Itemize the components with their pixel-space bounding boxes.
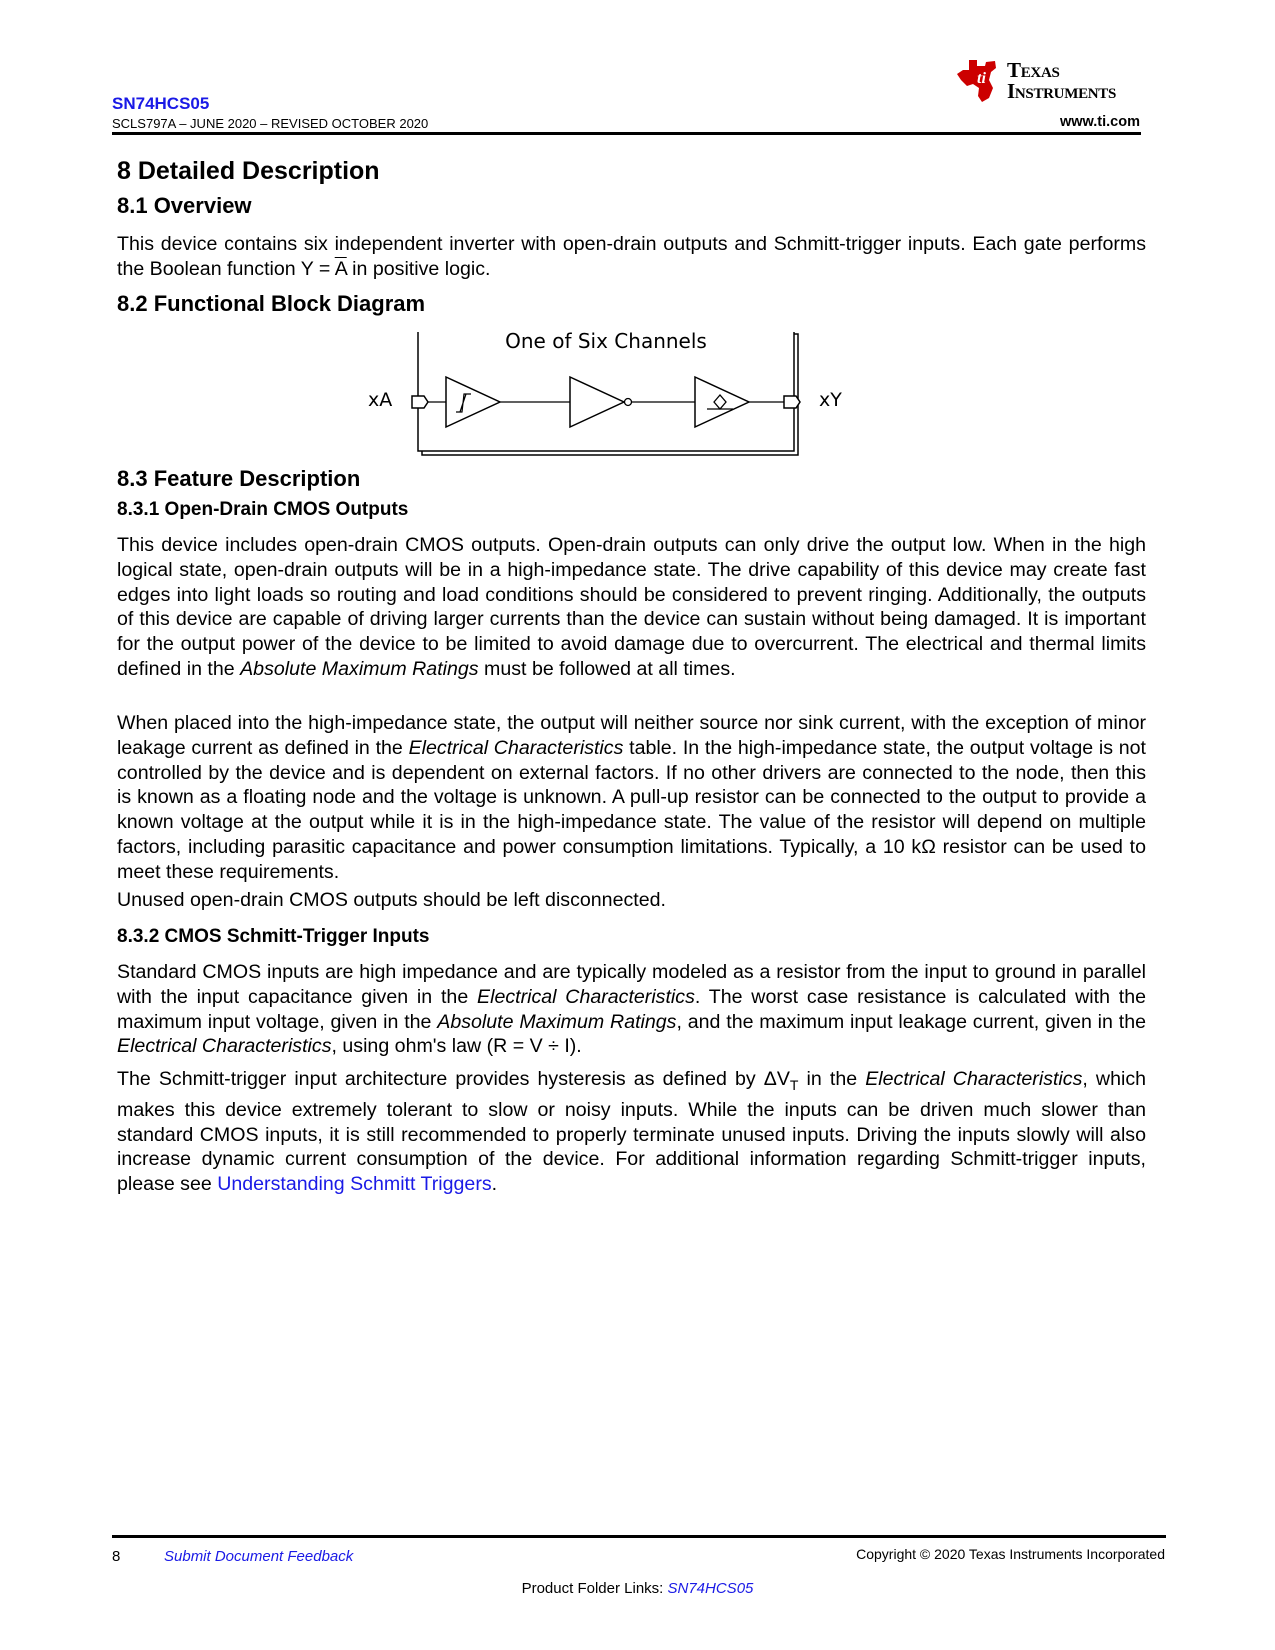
logo-line-2: Instruments	[1007, 79, 1117, 103]
open-drain-paragraph-3: Unused open-drain CMOS outputs should be left disconnected.	[117, 889, 666, 911]
open-drain-paragraph-2: When placed into the high-impedance state, the output will neither source nor sink current, with the exception of minor leakage current as defined in the Electrical Characteristics table. In the high-impedance state, the output voltage is not controlled by the device and is dependent on external factors. If no other drivers are connected to the node, then this is known as a floating node and the voltage is unknown. A pull-up resistor can be connected to the output to provide a known voltage at the output while it is in the high-impedance state. The value of the resistor will depend on multiple factors, including parasitic capacitance and power consumption limitations. Typically, a 10 kΩ resistor can be used to meet these requirements.	[117, 712, 1147, 883]
section-title: 8 Detailed Description	[117, 157, 380, 185]
ref-absolute-maximum-ratings: Absolute Maximum Ratings	[240, 657, 479, 680]
block-diagram-heading: 8.2 Functional Block Diagram	[117, 291, 426, 316]
product-folder-link[interactable]: SN74HCS05	[667, 1580, 754, 1597]
inverter-bubble-icon	[625, 399, 632, 406]
schmitt-paragraph-1: Standard CMOS inputs are high impedance and are typically modeled as a resistor from the input to ground in parallel with the input capacitance given in the Electrical Characteristics. The worst case resistance is calculated with the maximum input voltage, given in the Absolute Maximum Ratings, and the maximum input leakage current, given in the Electrical Characteristics, using ohm's law (R = V ÷ I).	[117, 961, 1147, 1058]
output-pin-icon	[784, 396, 800, 408]
a-overline: $\overline{A}$	[334, 257, 347, 280]
logo-line-1: Texas	[1007, 58, 1060, 82]
open-drain-paragraph-1: This device includes open-drain CMOS outputs. Open-drain outputs can only drive the output low. When in the high logical state, open-drain outputs will be in a high-impedance state. The drive capability of this device may create fast edges into light loads so routing and load conditions should be considered to prevent ringing. Additionally, the outputs of this device are capable of driving larger currents than the device can sustain without being damaged. It is important for the output power of the device to be limited to avoid damage due to overcurrent. The electrical and thermal limits defined in the Absolute Maximum Ratings must be followed at all times.	[117, 534, 1146, 680]
schmitt-trigger-heading: 8.3.2 CMOS Schmitt-Trigger Inputs	[117, 926, 430, 947]
page-number: 8	[112, 1548, 121, 1565]
copyright: Copyright © 2020 Texas Instruments Incorporated	[856, 1546, 1165, 1562]
overview-paragraph: This device contains six independent inverter with open-drain outputs and Schmitt-trigger inputs. Each gate performs the Boolean function $Y = \overline{A}$ in positive logic.	[117, 233, 1146, 280]
input-label: xA	[368, 389, 393, 411]
part-number: SN74HCS05	[112, 94, 210, 113]
input-pin-icon	[412, 396, 428, 408]
schmitt-paragraph-2: The Schmitt-trigger input architecture provides hysteresis as defined by $\Delta V_T$ in the Electrical Characteristics, which makes this device extremely tolerant to slow or noisy inputs. While the inputs can be driven much slower than standard CMOS inputs, it is still recommended to properly terminate unused inputs. Driving the inputs slowly will also increase dynamic current consumption of the device. For additional information regarding Schmitt-trigger inputs, please see Understanding Schmitt Triggers.	[117, 1068, 1147, 1196]
svg-text:ti: ti	[977, 70, 986, 87]
understanding-schmitt-triggers-link[interactable]: Understanding Schmitt Triggers	[217, 1173, 492, 1196]
product-folder-links: Product Folder Links: SN74HCS05	[521, 1580, 754, 1597]
website-link[interactable]: www.ti.com	[1059, 114, 1140, 130]
overview-heading: 8.1 Overview	[117, 193, 252, 218]
functional-block-diagram	[368, 329, 890, 467]
document-number: SCLS797A – JUNE 2020 – REVISED OCTOBER 2020	[112, 116, 429, 131]
ti-wordmark	[1007, 60, 1116, 102]
ref-electrical-characteristics: Electrical Characteristics	[408, 736, 624, 759]
open-drain-heading: 8.3.1 Open-Drain CMOS Outputs	[117, 499, 409, 520]
feature-description-heading: 8.3 Feature Description	[117, 466, 361, 491]
ti-state-icon	[955, 58, 1003, 104]
channel-label: One of Six Channels	[505, 329, 707, 353]
output-label: xY	[819, 389, 842, 411]
header-rule	[112, 132, 1141, 135]
ti-logo	[955, 58, 1150, 108]
submit-feedback-link[interactable]: Submit Document Feedback	[164, 1548, 354, 1565]
footer-rule	[112, 1535, 1166, 1538]
